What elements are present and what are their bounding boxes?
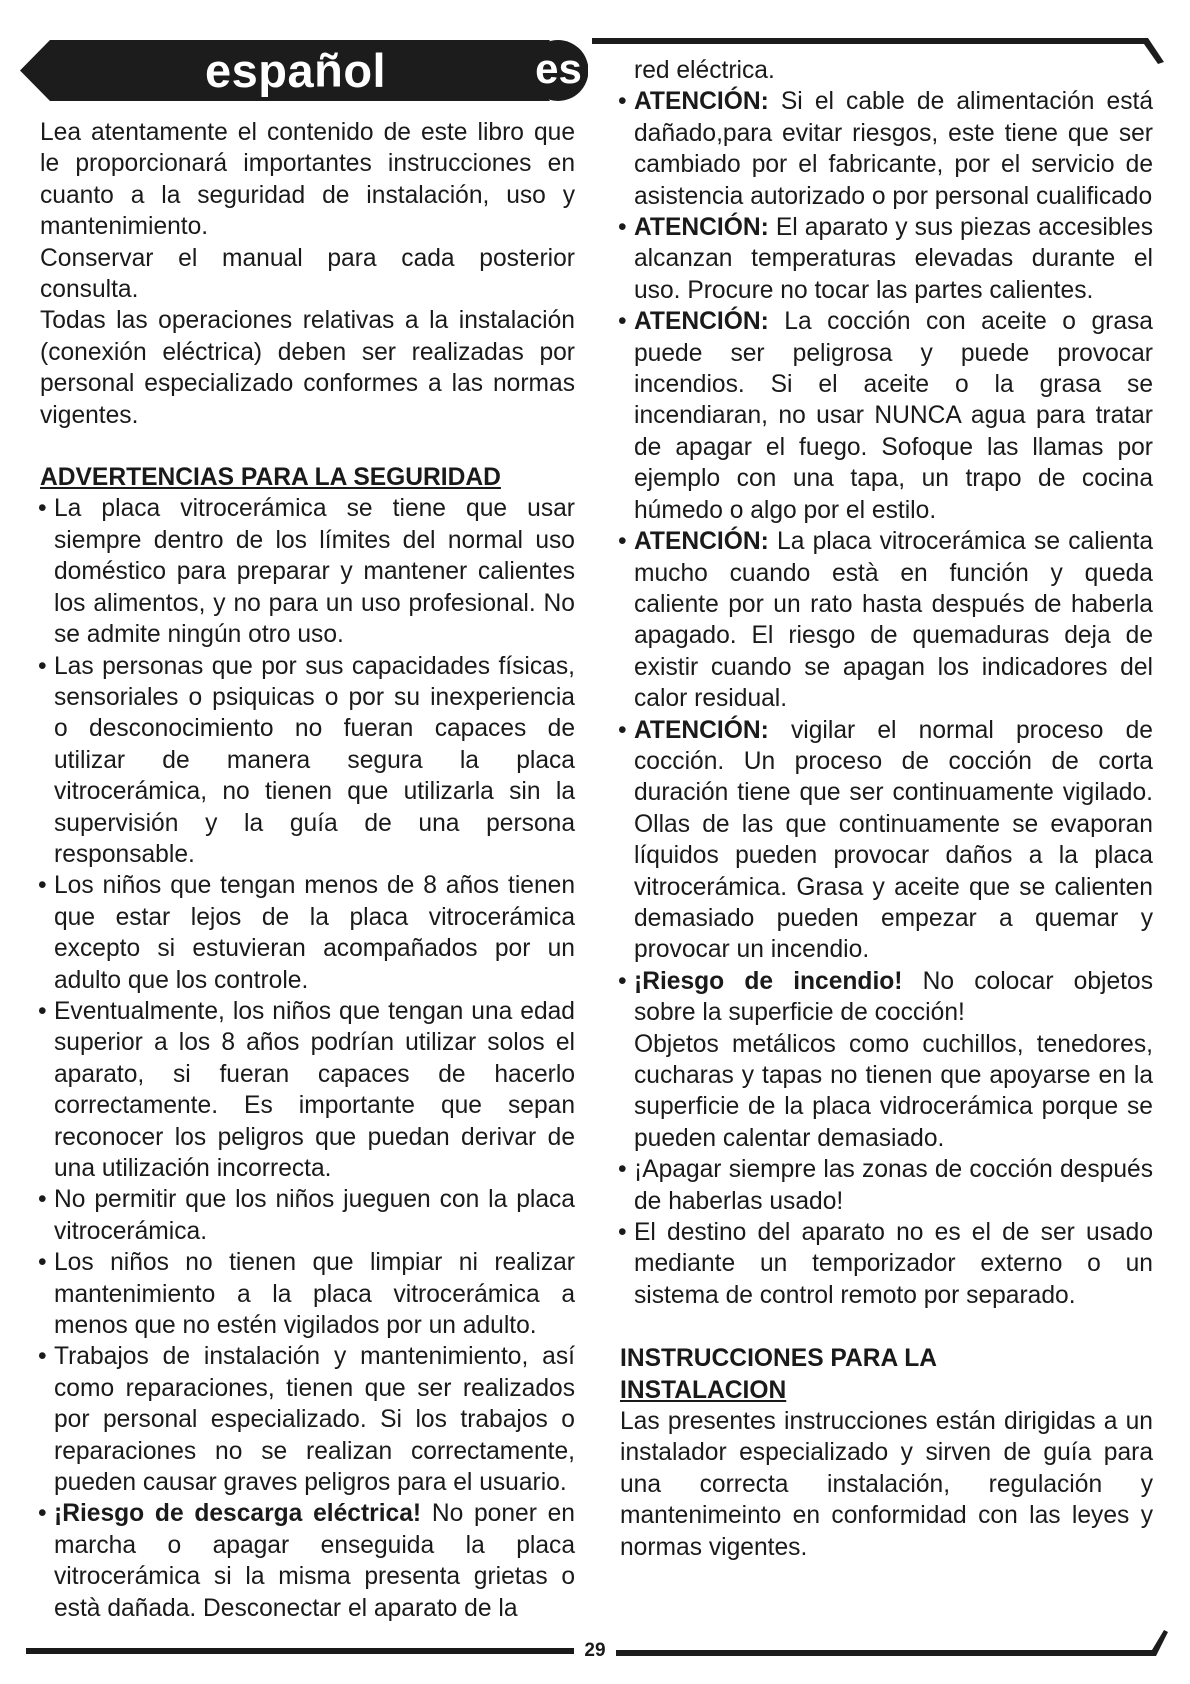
fire-risk-text: No colocar objetos sobre la superficie de cocción! — [634, 967, 1153, 1027]
safety-item-lead: ¡Riesgo de descarga eléctrica! — [54, 1500, 422, 1528]
intro-paragraph: Lea atentamente el contenido de este libro que le proporcionará importantes instrucciones en cuanto a la seguridad de instalación, uso y mantenimiento. — [40, 119, 575, 241]
warning-text: La cocción con aceite o grasa puede ser peligrosa y puede provocar incendios. Si el aceite o la grasa se incendiaran, no usar NUNCA agua para tratar de apagar el fuego. Sofoque las llamas por ejemplo con una tapa, un trapo de cocina húmedo o algo por el estilo. — [634, 308, 1153, 524]
warning-item — [620, 212, 1153, 306]
warning-lead: ATENCIÓN: — [634, 716, 769, 744]
safety-item-text: Trabajos de instalación y mantenimiento, así como reparaciones, tienen que ser realizados por personal especializado. Si los trabajos o reparaciones no se realizan correctamente, pueden causar graves peligros para el usuario. — [54, 1343, 575, 1497]
bottom-rule-right — [616, 1630, 1168, 1656]
installation-heading-line1: INSTRUCCIONES PARA LA — [620, 1345, 937, 1373]
safety-list — [40, 493, 575, 1624]
warning-lead: ATENCIÓN: — [634, 214, 769, 242]
warning-item — [620, 86, 1153, 212]
right-column — [620, 55, 1153, 1563]
left-column — [40, 117, 575, 1624]
safety-item-text: ¡Apagar siempre las zonas de cocción después de haberlas usado! — [634, 1156, 1153, 1215]
warning-text: vigilar el normal proceso de cocción. Un proceso de cocción de corta duración tiene que ser continuamente vigilado. Ollas de las que continuamente se evaporan líquidos pueden provocar daños a la placa vitrocerámica. Grasa y aceite que se calienten demasiado pueden empezar a quemar y provocar un incendio. — [634, 716, 1153, 964]
warning-item — [620, 526, 1153, 714]
bottom-rule-left — [26, 1648, 574, 1654]
safety-item-text: Los niños no tienen que limpiar ni realizar mantenimiento a la placa vitrocerámica a menos que no estén vigilados por un adulto. — [54, 1249, 575, 1340]
warning-text: La placa vitrocerámica se calienta mucho cuando està en función y queda caliente por un rato hasta después de haberla apagado. El riesgo de quemaduras deja de existir cuando se apagan los indicadores del calor residual. — [634, 528, 1153, 713]
safety-item-text: Las personas que por sus capacidades físicas, sensoriales o psiquicas o por su inexperiencia o desconocimiento no fueran capaces de utilizar de manera segura la placa vitrocerámica, no tienen que utilizarla sin la supervisión y la guía de una persona responsable. — [54, 652, 575, 868]
safety-item — [40, 1184, 575, 1247]
safety-item — [40, 1341, 575, 1498]
page-number: 29 — [584, 1640, 606, 1661]
fire-risk-lead: ¡Riesgo de incendio! — [634, 967, 903, 995]
language-code-badge: es — [535, 45, 582, 92]
warning-lead: ATENCIÓN: — [634, 528, 769, 556]
safety-item — [40, 1498, 575, 1624]
fire-risk-item — [620, 966, 1153, 1029]
safety-item-text: Los niños que tengan menos de 8 años tienen que estar lejos de la placa vitrocerámica excepto si estuvieran acompañados por un adulto que los controle. — [54, 872, 575, 994]
safety-item — [40, 996, 575, 1184]
safety-item-text: No poner en marcha o apagar enseguida la placa vitrocerámica si la misma presenta grietas o està dañada. Desconectar el aparato de la — [54, 1500, 575, 1622]
safety-list-final — [620, 1154, 1153, 1311]
warning-item — [620, 715, 1153, 966]
safety-item-text: Eventualmente, los niños que tengan una edad superior a los 8 años podrían utilizar solos el aparato, si fueran capaces de hacerlo correctamente. Es importante que sepan reconocer los peligros que puedan derivar de una utilización incorrecta. — [54, 997, 575, 1182]
safety-continuation: red eléctrica. — [634, 57, 775, 84]
intro-paragraph: Todas las operaciones relativas a la instalación (conexión eléctrica) deben ser realizadas por personal especializado conformes a las normas vigentes. — [40, 307, 575, 429]
safety-heading: ADVERTENCIAS PARA LA SEGURIDAD — [40, 464, 501, 492]
installation-heading-line2: INSTALACION — [620, 1376, 787, 1404]
safety-item — [40, 651, 575, 871]
language-title: español — [205, 44, 387, 97]
fire-risk-extra: Objetos metálicos como cuchillos, tenedores, cucharas y tapas no tienen que apoyarse en la superficie de la placa vidrocerámica porque se pueden calentar demasiado. — [634, 1030, 1153, 1152]
installation-paragraph: Las presentes instrucciones están dirigidas a un instalador especializado y sirven de guía para una correcta instalación, regulación y mantenimeinto en conformidad con las leyes y normas vigentes. — [620, 1408, 1153, 1561]
safety-item — [40, 1247, 575, 1341]
intro-paragraph: Conservar el manual para cada posterior consulta. — [40, 244, 575, 304]
safety-item — [620, 1154, 1153, 1217]
safety-list-continued — [620, 86, 1153, 1028]
safety-item-text: La placa vitrocerámica se tiene que usar siempre dentro de los límites del normal uso doméstico para preparar y mantener calientes los alimentos, y no para un uso profesional. No se admite ningún otro uso. — [54, 495, 575, 649]
warning-text: Si el cable de alimentación está dañado,para evitar riesgos, este tiene que ser cambiado por el fabricante, por el servicio de asistencia autorizado o por personal cualificado — [634, 88, 1153, 210]
safety-item-text: No permitir que los niños jueguen con la placa vitrocerámica. — [54, 1186, 575, 1245]
safety-item — [40, 493, 575, 650]
warning-item — [620, 306, 1153, 526]
warning-lead: ATENCIÓN: — [634, 308, 769, 336]
safety-item — [40, 870, 575, 996]
safety-item — [620, 1217, 1153, 1311]
warning-lead: ATENCIÓN: — [634, 88, 769, 116]
warning-text: El aparato y sus piezas accesibles alcanzan temperaturas elevadas durante el uso. Procure no tocar las partes calientes. — [634, 214, 1153, 304]
safety-item-text: El destino del aparato no es el de ser usado mediante un temporizador externo o un sistema de control remoto por separado. — [634, 1219, 1153, 1309]
